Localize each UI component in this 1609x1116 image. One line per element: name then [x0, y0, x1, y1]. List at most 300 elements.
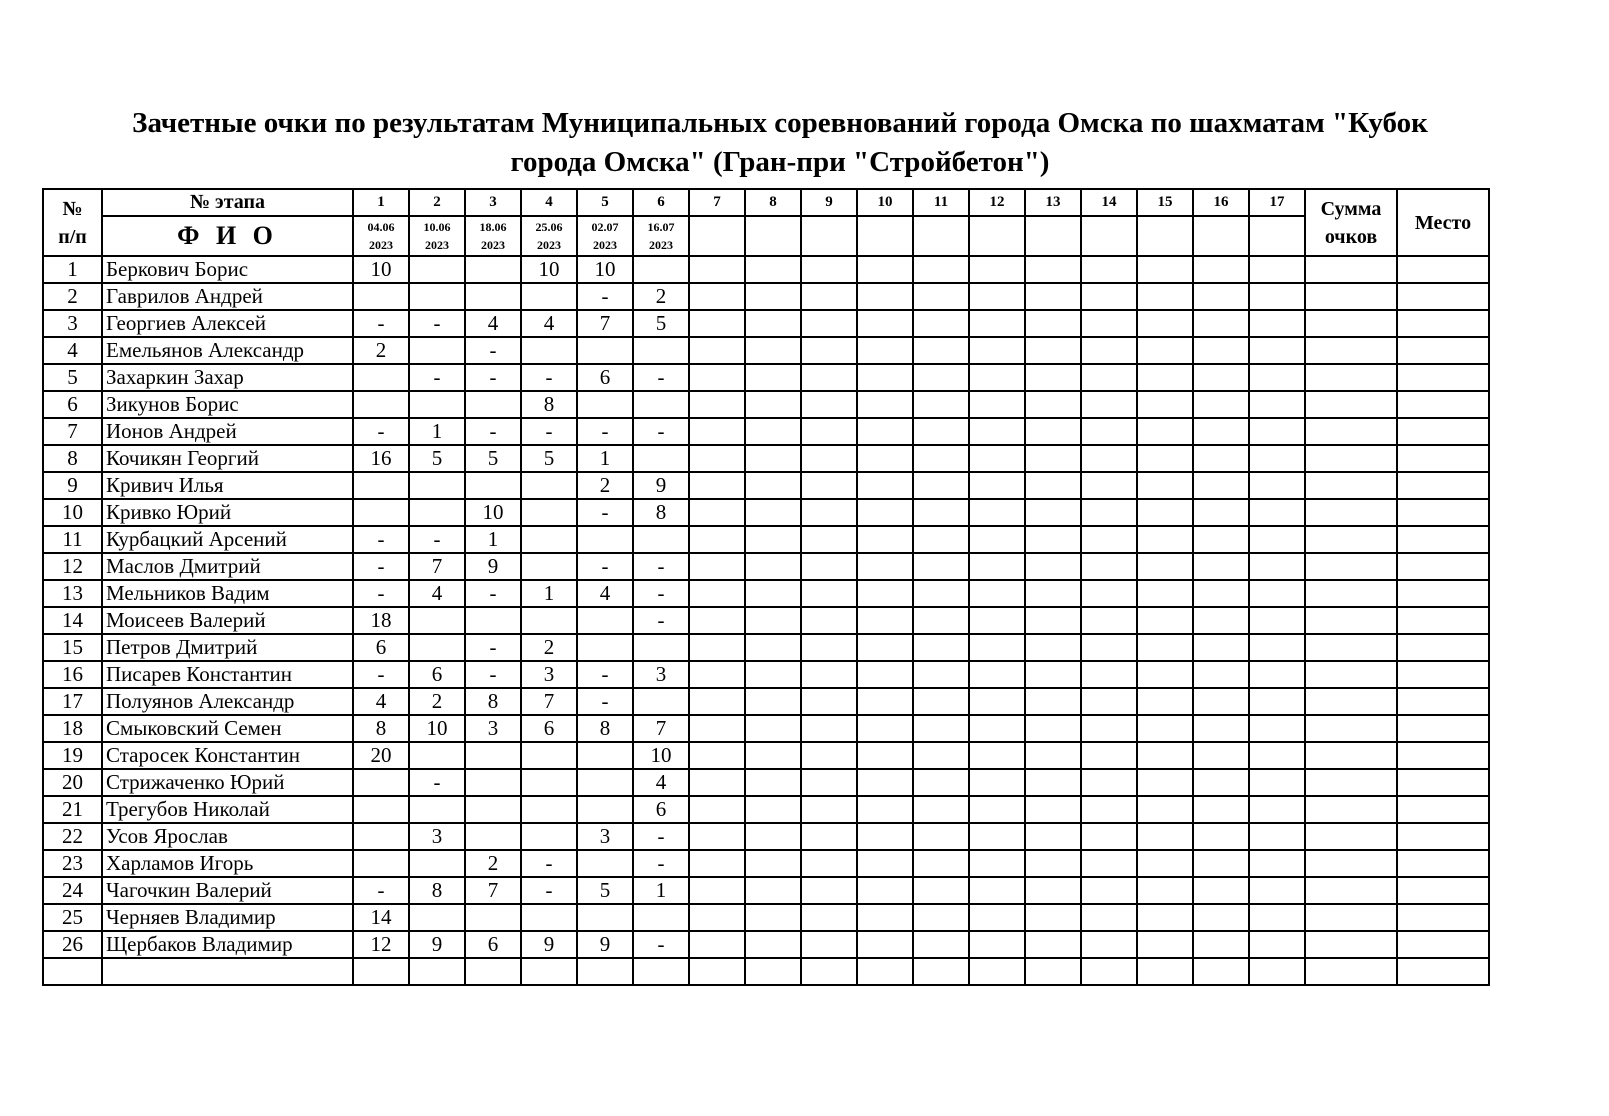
- stage-score-4: [521, 769, 577, 796]
- stage-score-9: [801, 418, 857, 445]
- place: [1397, 958, 1489, 985]
- stage-score-15: [1137, 472, 1193, 499]
- stage-score-10: [857, 499, 913, 526]
- stage-score-5: -: [577, 499, 633, 526]
- stage-score-11: [913, 256, 969, 283]
- stage-score-14: [1081, 904, 1137, 931]
- place: [1397, 499, 1489, 526]
- stage-score-5: 8: [577, 715, 633, 742]
- stage-score-2: 9: [409, 931, 465, 958]
- stage-score-16: [1193, 850, 1249, 877]
- stage-score-8: [745, 688, 801, 715]
- stage-score-2: [409, 904, 465, 931]
- stage-score-13: [1025, 661, 1081, 688]
- total-points: [1305, 472, 1397, 499]
- stage-score-8: [745, 931, 801, 958]
- stage-score-6: -: [633, 418, 689, 445]
- player-name: Усов Ярослав: [102, 823, 353, 850]
- place: [1397, 931, 1489, 958]
- stage-score-2: 10: [409, 715, 465, 742]
- stage-number-10: 10: [857, 189, 913, 216]
- stage-score-13: [1025, 283, 1081, 310]
- stage-score-11: [913, 607, 969, 634]
- stage-score-17: [1249, 364, 1305, 391]
- stage-score-11: [913, 553, 969, 580]
- stage-score-6: 1: [633, 877, 689, 904]
- total-points: [1305, 445, 1397, 472]
- player-name: Харламов Игорь: [102, 850, 353, 877]
- stage-score-5: -: [577, 553, 633, 580]
- stage-score-17: [1249, 661, 1305, 688]
- stage-score-12: [969, 310, 1025, 337]
- table-row: [43, 742, 1489, 769]
- stage-score-8: [745, 337, 801, 364]
- stage-number-7: 7: [689, 189, 745, 216]
- stage-score-9: [801, 472, 857, 499]
- stage-score-7: [689, 661, 745, 688]
- stage-score-5: [577, 742, 633, 769]
- stage-number-11: 11: [913, 189, 969, 216]
- player-name: Стрижаченко Юрий: [102, 769, 353, 796]
- stage-score-8: [745, 472, 801, 499]
- stage-score-14: [1081, 499, 1137, 526]
- stage-score-9: [801, 877, 857, 904]
- stage-score-15: [1137, 688, 1193, 715]
- stage-score-2: [409, 256, 465, 283]
- player-name: Мельников Вадим: [102, 580, 353, 607]
- stage-date-year: 2023: [425, 238, 449, 252]
- stage-score-2: 8: [409, 877, 465, 904]
- stage-score-5: 6: [577, 364, 633, 391]
- table-row: [43, 904, 1489, 931]
- header-number-line1: №: [62, 197, 83, 220]
- stage-score-12: [969, 904, 1025, 931]
- stage-score-2: [409, 472, 465, 499]
- stage-score-16: [1193, 688, 1249, 715]
- stage-score-3: [465, 607, 521, 634]
- total-points: [1305, 283, 1397, 310]
- stage-score-9: [801, 580, 857, 607]
- table-row: [43, 931, 1489, 958]
- stage-score-2: 4: [409, 580, 465, 607]
- stage-score-17: [1249, 391, 1305, 418]
- total-points: [1305, 769, 1397, 796]
- stage-score-5: 2: [577, 472, 633, 499]
- total-points: [1305, 418, 1397, 445]
- stage-score-17: [1249, 283, 1305, 310]
- total-points: [1305, 877, 1397, 904]
- stage-score-13: [1025, 715, 1081, 742]
- stage-score-8: [745, 580, 801, 607]
- stage-score-1: [353, 796, 409, 823]
- stage-score-6: [633, 445, 689, 472]
- stage-score-17: [1249, 310, 1305, 337]
- row-number: 15: [43, 634, 102, 661]
- stage-score-8: [745, 310, 801, 337]
- stage-score-1: -: [353, 580, 409, 607]
- row-number: 25: [43, 904, 102, 931]
- stage-score-1: 16: [353, 445, 409, 472]
- stage-score-16: [1193, 472, 1249, 499]
- stage-score-12: [969, 283, 1025, 310]
- player-name: Черняев Владимир: [102, 904, 353, 931]
- stage-score-3: [465, 742, 521, 769]
- stage-score-9: [801, 553, 857, 580]
- stage-score-13: [1025, 607, 1081, 634]
- stage-score-13: [1025, 850, 1081, 877]
- player-name: Кривич Илья: [102, 472, 353, 499]
- place: [1397, 904, 1489, 931]
- total-points: [1305, 364, 1397, 391]
- stage-score-2: [409, 391, 465, 418]
- stage-score-2: 1: [409, 418, 465, 445]
- stage-score-8: [745, 283, 801, 310]
- stage-score-13: [1025, 337, 1081, 364]
- stage-score-2: -: [409, 526, 465, 553]
- stage-score-9: [801, 256, 857, 283]
- stage-score-9: [801, 310, 857, 337]
- stage-score-13: [1025, 499, 1081, 526]
- stage-score-7: [689, 283, 745, 310]
- stage-score-15: [1137, 769, 1193, 796]
- stage-score-17: [1249, 715, 1305, 742]
- stage-score-2: [409, 958, 465, 985]
- stage-score-4: 6: [521, 715, 577, 742]
- stage-date-7: [689, 216, 745, 256]
- stage-score-2: 2: [409, 688, 465, 715]
- stage-score-7: [689, 580, 745, 607]
- stage-score-5: [577, 796, 633, 823]
- stage-score-16: [1193, 364, 1249, 391]
- stage-score-6: 5: [633, 310, 689, 337]
- stage-score-15: [1137, 850, 1193, 877]
- stage-score-9: [801, 742, 857, 769]
- stage-score-3: [465, 904, 521, 931]
- stage-score-16: [1193, 769, 1249, 796]
- stage-score-17: [1249, 904, 1305, 931]
- total-points: [1305, 499, 1397, 526]
- stage-score-15: [1137, 877, 1193, 904]
- stage-score-16: [1193, 445, 1249, 472]
- stage-score-14: [1081, 337, 1137, 364]
- stage-score-1: [353, 769, 409, 796]
- table-row: [43, 526, 1489, 553]
- stage-score-1: -: [353, 553, 409, 580]
- stage-score-12: [969, 796, 1025, 823]
- stage-score-8: [745, 958, 801, 985]
- stage-score-10: [857, 742, 913, 769]
- stage-score-13: [1025, 769, 1081, 796]
- stage-score-7: [689, 715, 745, 742]
- table-row: [43, 796, 1489, 823]
- stage-score-15: [1137, 445, 1193, 472]
- total-points: [1305, 850, 1397, 877]
- stage-score-10: [857, 391, 913, 418]
- stage-score-15: [1137, 742, 1193, 769]
- results-body: [43, 256, 1489, 985]
- stage-score-10: [857, 823, 913, 850]
- stage-score-12: [969, 553, 1025, 580]
- stage-score-12: [969, 634, 1025, 661]
- stage-score-3: [465, 958, 521, 985]
- stage-score-7: [689, 445, 745, 472]
- total-points: [1305, 391, 1397, 418]
- stage-score-8: [745, 607, 801, 634]
- stage-score-12: [969, 580, 1025, 607]
- stage-score-2: [409, 742, 465, 769]
- table-row: [43, 337, 1489, 364]
- stage-score-14: [1081, 553, 1137, 580]
- stage-score-1: [353, 391, 409, 418]
- stage-score-15: [1137, 661, 1193, 688]
- total-points: [1305, 553, 1397, 580]
- stage-score-17: [1249, 742, 1305, 769]
- stage-score-7: [689, 634, 745, 661]
- stage-score-8: [745, 904, 801, 931]
- place: [1397, 769, 1489, 796]
- stage-score-9: [801, 283, 857, 310]
- stage-score-12: [969, 769, 1025, 796]
- stage-score-14: [1081, 931, 1137, 958]
- stage-score-15: [1137, 958, 1193, 985]
- stage-score-14: [1081, 877, 1137, 904]
- stage-score-17: [1249, 769, 1305, 796]
- stage-score-13: [1025, 931, 1081, 958]
- stage-score-10: [857, 850, 913, 877]
- stage-score-11: [913, 526, 969, 553]
- stage-score-9: [801, 445, 857, 472]
- stage-score-7: [689, 688, 745, 715]
- stage-score-5: 5: [577, 877, 633, 904]
- stage-score-5: -: [577, 688, 633, 715]
- stage-score-7: [689, 742, 745, 769]
- stage-score-1: 2: [353, 337, 409, 364]
- place: [1397, 607, 1489, 634]
- stage-score-10: [857, 877, 913, 904]
- stage-score-11: [913, 283, 969, 310]
- stage-score-3: 5: [465, 445, 521, 472]
- stage-score-7: [689, 472, 745, 499]
- stage-score-16: [1193, 931, 1249, 958]
- stage-score-16: [1193, 256, 1249, 283]
- stage-score-8: [745, 256, 801, 283]
- stage-score-17: [1249, 823, 1305, 850]
- stage-score-8: [745, 418, 801, 445]
- stage-score-7: [689, 499, 745, 526]
- place: [1397, 688, 1489, 715]
- stage-score-7: [689, 418, 745, 445]
- stage-score-9: [801, 931, 857, 958]
- stage-score-16: [1193, 958, 1249, 985]
- stage-score-10: [857, 310, 913, 337]
- stage-score-9: [801, 391, 857, 418]
- stage-score-3: 1: [465, 526, 521, 553]
- stage-score-5: [577, 526, 633, 553]
- stage-score-7: [689, 364, 745, 391]
- stage-score-11: [913, 472, 969, 499]
- stage-score-12: [969, 526, 1025, 553]
- stage-score-10: [857, 904, 913, 931]
- stage-score-10: [857, 607, 913, 634]
- player-name: Полуянов Александр: [102, 688, 353, 715]
- stage-score-16: [1193, 742, 1249, 769]
- stage-date-4: [521, 216, 577, 256]
- stage-score-17: [1249, 553, 1305, 580]
- stage-score-17: [1249, 526, 1305, 553]
- stage-score-12: [969, 661, 1025, 688]
- stage-score-13: [1025, 580, 1081, 607]
- stage-score-15: [1137, 310, 1193, 337]
- stage-score-3: [465, 796, 521, 823]
- stage-score-9: [801, 661, 857, 688]
- stage-score-17: [1249, 850, 1305, 877]
- table-row: [43, 364, 1489, 391]
- row-number: 1: [43, 256, 102, 283]
- stage-score-2: [409, 634, 465, 661]
- stage-score-11: [913, 310, 969, 337]
- stage-score-17: [1249, 256, 1305, 283]
- stage-score-12: [969, 445, 1025, 472]
- table-row: [43, 661, 1489, 688]
- row-number: 12: [43, 553, 102, 580]
- place: [1397, 877, 1489, 904]
- stage-score-5: -: [577, 418, 633, 445]
- stage-score-7: [689, 904, 745, 931]
- stage-score-4: [521, 283, 577, 310]
- table-row: [43, 418, 1489, 445]
- stage-score-2: -: [409, 310, 465, 337]
- stage-score-14: [1081, 796, 1137, 823]
- stage-score-3: 2: [465, 850, 521, 877]
- stage-date-17: [1249, 216, 1305, 256]
- stage-score-13: [1025, 256, 1081, 283]
- total-points: [1305, 958, 1397, 985]
- stage-score-13: [1025, 445, 1081, 472]
- player-name: Захаркин Захар: [102, 364, 353, 391]
- stage-date-13: [1025, 216, 1081, 256]
- place: [1397, 553, 1489, 580]
- row-number: 4: [43, 337, 102, 364]
- stage-score-9: [801, 337, 857, 364]
- header-fio: Ф И О: [102, 216, 353, 256]
- stage-score-12: [969, 958, 1025, 985]
- player-name: Петров Дмитрий: [102, 634, 353, 661]
- stage-date-15: [1137, 216, 1193, 256]
- stage-date-1: [353, 216, 409, 256]
- stage-number-6: 6: [633, 189, 689, 216]
- stage-score-9: [801, 634, 857, 661]
- stage-score-1: -: [353, 418, 409, 445]
- stage-score-1: [353, 499, 409, 526]
- place: [1397, 742, 1489, 769]
- stage-score-15: [1137, 499, 1193, 526]
- stage-date-day: 04.06: [367, 220, 395, 234]
- stage-score-6: -: [633, 364, 689, 391]
- table-row: [43, 580, 1489, 607]
- player-name: Чагочкин Валерий: [102, 877, 353, 904]
- table-row: [43, 715, 1489, 742]
- player-name: Старосек Константин: [102, 742, 353, 769]
- stage-score-15: [1137, 337, 1193, 364]
- stage-score-14: [1081, 526, 1137, 553]
- stage-score-5: [577, 850, 633, 877]
- stage-score-6: 10: [633, 742, 689, 769]
- stage-score-6: [633, 526, 689, 553]
- stage-score-2: -: [409, 769, 465, 796]
- stage-score-17: [1249, 958, 1305, 985]
- stage-score-11: [913, 715, 969, 742]
- stage-score-6: [633, 337, 689, 364]
- table-row: [43, 769, 1489, 796]
- player-name: Кривко Юрий: [102, 499, 353, 526]
- stage-score-3: -: [465, 634, 521, 661]
- stage-score-11: [913, 364, 969, 391]
- stage-number-15: 15: [1137, 189, 1193, 216]
- title-line-2: города Омска" (Гран-при "Стройбетон"): [510, 146, 1050, 178]
- stage-score-13: [1025, 958, 1081, 985]
- stage-score-7: [689, 850, 745, 877]
- stage-score-14: [1081, 580, 1137, 607]
- place: [1397, 418, 1489, 445]
- total-points: [1305, 742, 1397, 769]
- stage-score-1: 4: [353, 688, 409, 715]
- stage-score-6: -: [633, 607, 689, 634]
- stage-score-4: [521, 904, 577, 931]
- stage-score-4: 9: [521, 931, 577, 958]
- stage-score-14: [1081, 634, 1137, 661]
- stage-score-8: [745, 823, 801, 850]
- place: [1397, 526, 1489, 553]
- stage-score-8: [745, 769, 801, 796]
- stage-score-5: 9: [577, 931, 633, 958]
- stage-date-8: [745, 216, 801, 256]
- stage-score-12: [969, 337, 1025, 364]
- stage-score-16: [1193, 661, 1249, 688]
- stage-score-16: [1193, 823, 1249, 850]
- stage-score-4: [521, 958, 577, 985]
- stage-score-1: -: [353, 661, 409, 688]
- stage-score-13: [1025, 634, 1081, 661]
- stage-score-3: [465, 391, 521, 418]
- stage-date-day: 10.06: [423, 220, 451, 234]
- stage-score-16: [1193, 499, 1249, 526]
- stage-number-4: 4: [521, 189, 577, 216]
- stage-score-14: [1081, 769, 1137, 796]
- stage-score-14: [1081, 715, 1137, 742]
- stage-score-13: [1025, 904, 1081, 931]
- player-name: Курбацкий Арсений: [102, 526, 353, 553]
- stage-score-11: [913, 391, 969, 418]
- stage-score-14: [1081, 283, 1137, 310]
- stage-score-1: [353, 850, 409, 877]
- stage-score-3: 10: [465, 499, 521, 526]
- stage-date-year: 2023: [649, 238, 673, 252]
- header-sum-line2: очков: [1324, 225, 1378, 248]
- stage-score-7: [689, 958, 745, 985]
- table-row: [43, 553, 1489, 580]
- stage-score-6: [633, 688, 689, 715]
- row-number: 3: [43, 310, 102, 337]
- stage-score-17: [1249, 445, 1305, 472]
- stage-score-12: [969, 715, 1025, 742]
- stage-score-6: [633, 256, 689, 283]
- stage-score-14: [1081, 256, 1137, 283]
- total-points: [1305, 904, 1397, 931]
- stage-date-day: 18.06: [479, 220, 507, 234]
- stage-score-4: 5: [521, 445, 577, 472]
- stage-score-10: [857, 553, 913, 580]
- stage-score-12: [969, 931, 1025, 958]
